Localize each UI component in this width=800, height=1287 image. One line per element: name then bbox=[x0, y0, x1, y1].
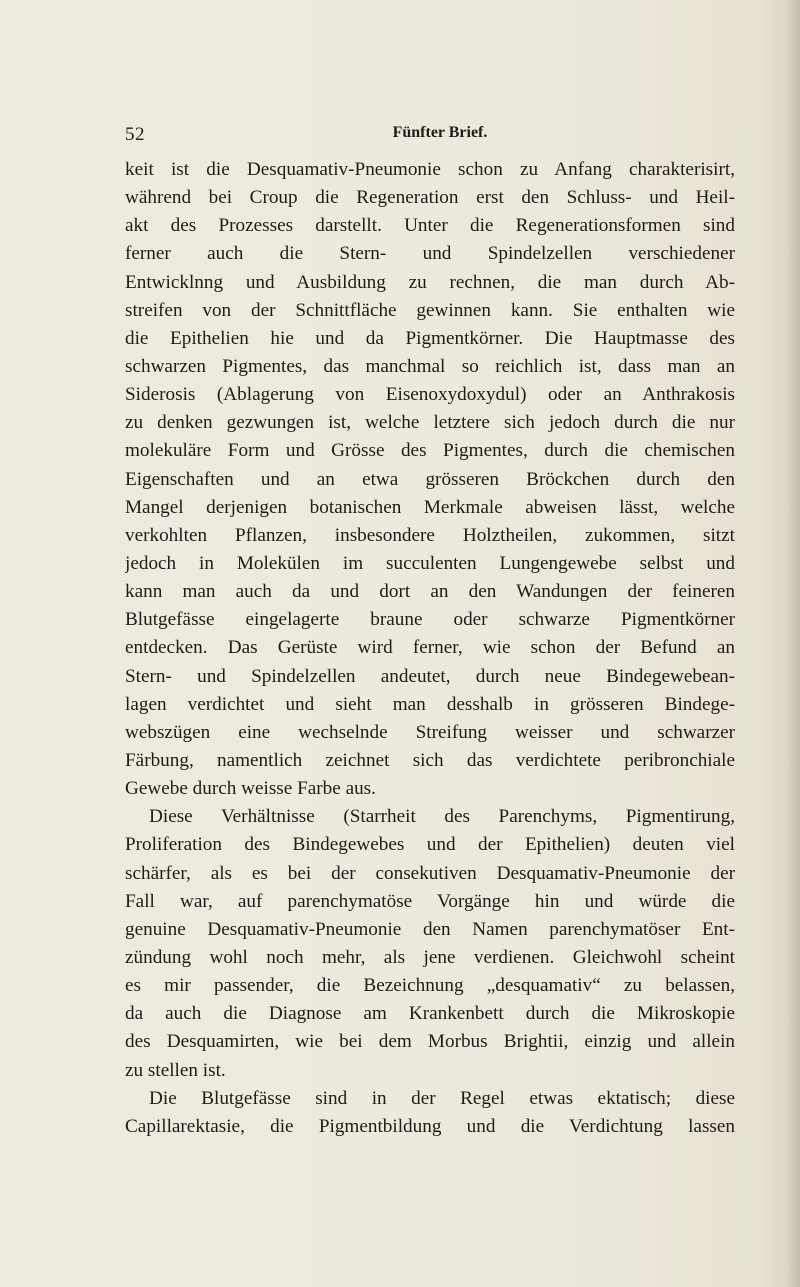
text-line: verkohlten Pflanzen, insbesondere Holztheilen, zukommen, sitzt bbox=[125, 524, 735, 546]
text-line: da auch die Diagnose am Krankenbett durch die Mikroskopie bbox=[125, 1003, 735, 1025]
text-line: streifen von der Schnittfläche gewinnen kann. Sie enthalten wie bbox=[125, 299, 735, 321]
text-line: Färbung, namentlich zeichnet sich das verdichtete peribronchiale bbox=[125, 749, 735, 771]
text-line: des Desquamirten, wie bei dem Morbus Brightii, einzig und allein bbox=[125, 1031, 735, 1053]
text-line: Fall war, auf parenchymatöse Vorgänge hin und würde die bbox=[125, 890, 735, 912]
paragraph-first-line: Diese Verhältnisse (Starrheit des Parenchyms, Pigmentirung, bbox=[149, 806, 735, 828]
text-line: jedoch in Molekülen im succulenten Lungengewebe selbst und bbox=[125, 552, 735, 574]
text-line: während bei Croup die Regeneration erst den Schluss- und Heil- bbox=[125, 187, 735, 209]
text-line: Eigenschaften und an etwa grösseren Bröckchen durch den bbox=[125, 468, 735, 490]
text-line: schärfer, als es bei der consekutiven Desquamativ-Pneumonie der bbox=[125, 862, 735, 884]
text-line: genuine Desquamativ-Pneumonie den Namen parenchymatöser Ent- bbox=[125, 918, 735, 940]
text-line: zündung wohl noch mehr, als jene verdienen. Gleichwohl scheint bbox=[125, 946, 735, 968]
text-line: Mangel derjenigen botanischen Merkmale abweisen lässt, welche bbox=[125, 496, 735, 518]
text-line: Capillarektasie, die Pigmentbildung und die Verdichtung lassen bbox=[125, 1115, 735, 1137]
text-line: Stern- und Spindelzellen andeutet, durch neue Bindegewebean- bbox=[125, 665, 735, 687]
text-line: keit ist die Desquamativ-Pneumonie schon zu Anfang charakterisirt, bbox=[125, 159, 735, 180]
text-line: molekuläre Form und Grösse des Pigmentes, durch die chemischen bbox=[125, 440, 735, 462]
text-line: zu denken gezwungen ist, welche letztere sich jedoch durch die nur bbox=[125, 412, 735, 434]
text-line: entdecken. Das Gerüste wird ferner, wie schon der Befund an bbox=[125, 637, 735, 659]
running-head: Fünfter Brief. bbox=[392, 124, 488, 141]
text-line: die Epithelien hie und da Pigmentkörner. Die Hauptmasse des bbox=[125, 327, 735, 349]
body-text bbox=[125, 156, 735, 1141]
text-line: Entwicklnng und Ausbildung zu rechnen, die man durch Ab- bbox=[125, 271, 735, 293]
text-line: lagen verdichtet und sieht man desshalb in grösseren Bindege- bbox=[125, 693, 735, 715]
paragraph-first-line: Die Blutgefässe sind in der Regel etwas ektatisch; diese bbox=[149, 1087, 735, 1109]
paragraph-last-line: zu stellen ist. bbox=[125, 1059, 226, 1081]
page-number: 52 bbox=[125, 124, 145, 145]
text-line: Siderosis (Ablagerung von Eisenoxydoxydul) oder an Anthrakosis bbox=[125, 384, 735, 406]
text-line: es mir passender, die Bezeichnung „desquamativ“ zu belassen, bbox=[125, 975, 735, 997]
text-line: Blutgefässe eingelagerte braune oder schwarze Pigmentkörner bbox=[125, 609, 735, 631]
text-line: Proliferation des Bindegewebes und der Epithelien) deuten viel bbox=[125, 834, 735, 856]
paragraph-last-line: Gewebe durch weisse Farbe aus. bbox=[125, 778, 376, 800]
text-line: kann man auch da und dort an den Wandungen der feineren bbox=[125, 581, 735, 603]
text-line: webszügen eine wechselnde Streifung weisser und schwarzer bbox=[125, 721, 735, 743]
text-line: schwarzen Pigmentes, das manchmal so reichlich ist, dass man an bbox=[125, 355, 735, 377]
text-line: akt des Prozesses darstellt. Unter die Regenerationsformen sind bbox=[125, 215, 735, 237]
text-line: ferner auch die Stern- und Spindelzellen verschiedener bbox=[125, 243, 735, 265]
page-header bbox=[125, 124, 735, 148]
page-edge-shadow bbox=[786, 0, 800, 1287]
